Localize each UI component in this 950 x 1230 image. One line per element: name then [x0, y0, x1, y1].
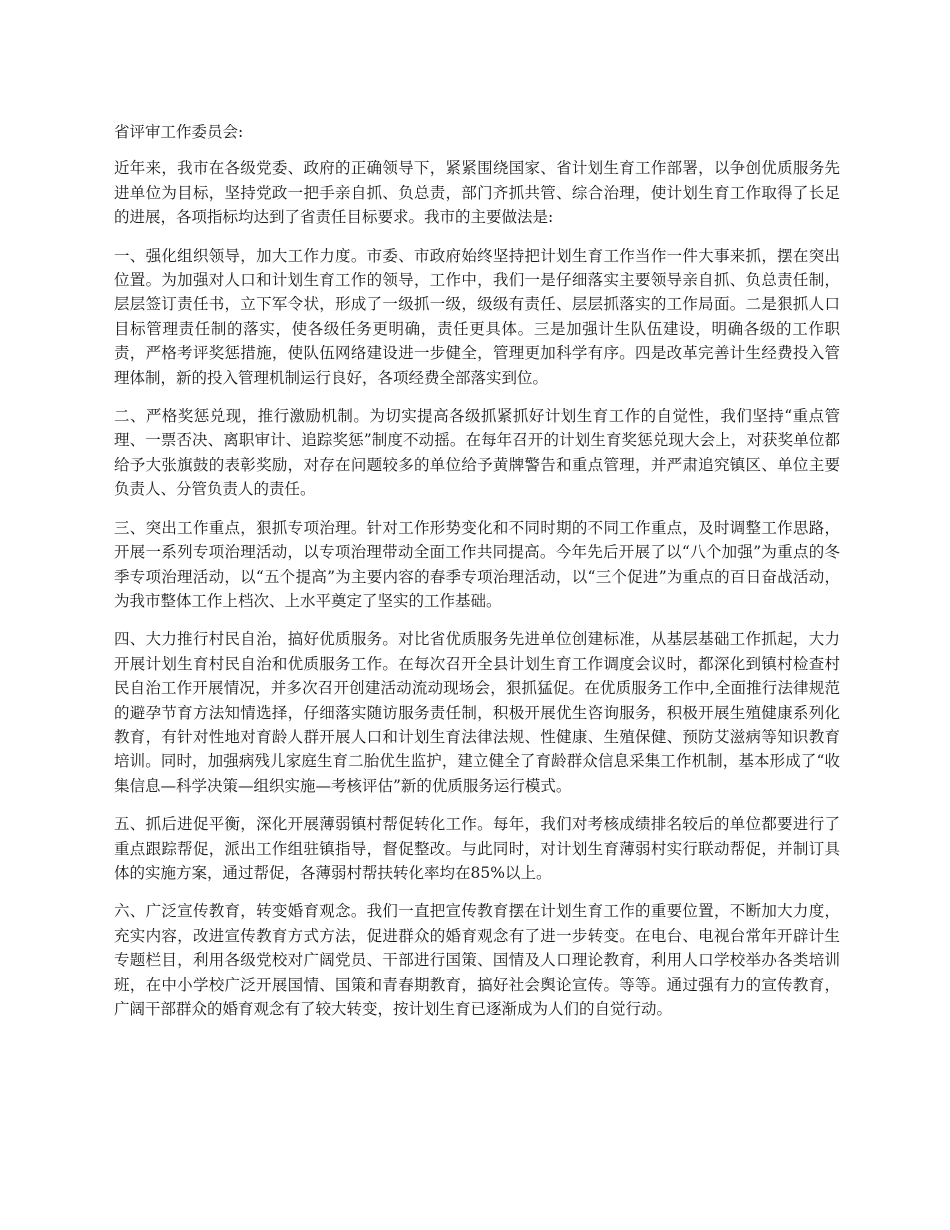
paragraph-2: 二、严格奖惩兑现，推行激励机制。为切实提高各级抓紧抓好计划生育工作的自觉性，我们坚持“重点管理、一票否决、离职审计、追踪奖惩”制度不动摇。在每年召开的计划生育奖惩兑现大会上，对获奖单位都给予大张旗鼓的表彰奖励，对存在问题较多的单位给予黄牌警告和重点管理，并严肃追究镇区、单位主要负责人、分管负责人的责任。 [114, 407, 840, 499]
paragraph-intro: 近年来，我市在各级党委、政府的正确领导下，紧紧围绕国家、省计划生育工作部署，以争创优质服务先进单位为目标，坚持党政一把手亲自抓、负总责，部门齐抓共管、综合治理，使计划生育工作取得了长足的进展，各项指标均达到了省责任目标要求。我市的主要做法是: [114, 159, 840, 227]
paragraph-1: 一、强化组织领导，加大工作力度。市委、市政府始终坚持把计划生育工作当作一件大事来抓，摆在突出位置。为加强对人口和计划生育工作的领导，工作中，我们一是仔细落实主要领导亲自抓、负总责任制，层层签订责任书，立下军令状，形成了一级抓一级，级级有责任、层层抓落实的工作局面。二是狠抓人口目标管理责任制的落实，使各级任务更明确，责任更具体。三是加强计生队伍建设，明确各级的工作职责，严格考评奖惩措施，使队伍网络建设进一步健全，管理更加科学有序。四是改革完善计生经费投入管理体制，新的投入管理机制运行良好，各项经费全部落实到位。 [114, 246, 840, 387]
paragraph-4: 四、大力推行村民自治，搞好优质服务。对比省优质服务先进单位创建标准，从基层基础工作抓起，大力开展计划生育村民自治和优质服务工作。在每次召开全县计划生育工作调度会议时，都深化到镇村检查村民自治工作开展情况，并多次召开创建活动流动现场会，狠抓猛促。在优质服务工作中,全面推行法律规范的避孕节育方法知情选择，仔细落实随访服务责任制，积极开展优生咨询服务，积极开展生殖健康系列化教育，有针对性地对育龄人群开展人口和计划生育法律法规、性健康、生殖保健、预防艾滋病等知识教育培训。同时，加强病残儿家庭生育二胎优生监护，建立健全了育龄群众信息采集工作机制，基本形成了“收集信息—科学决策—组织实施—考核评估”新的优质服务运行模式。 [114, 630, 840, 795]
salutation: 省评审工作委员会: [114, 123, 244, 141]
paragraph-3: 三、突出工作重点，狠抓专项治理。针对工作形势变化和不同时期的不同工作重点，及时调整工作思路，开展一系列专项治理活动，以专项治理带动全面工作共同提高。今年先后开展了以“八个加强”为重点的冬季专项治理活动，以“五个提高”为主要内容的春季专项治理活动，以“三个促进”为重点的百日奋战活动，为我市整体工作上档次、上水平奠定了坚实的工作基础。 [114, 518, 840, 610]
paragraph-5: 五、抓后进促平衡，深化开展薄弱镇村帮促转化工作。每年，我们对考核成绩排名较后的单位都要进行了重点跟踪帮促，派出工作组驻镇指导，督促整改。与此同时，对计划生育薄弱村实行联动帮促，并制订具体的实施方案，通过帮促，各薄弱村帮扶转化率均在85%以上。 [114, 815, 840, 882]
document-body [114, 120, 840, 1035]
paragraph-6: 六、广泛宣传教育，转变婚育观念。我们一直把宣传教育摆在计划生育工作的重要位置，不断加大力度，充实内容，改进宣传教育方式方法，促进群众的婚育观念有了进一步转变。在电台、电视台常年开辟计生专题栏目，利用各级党校对广阔党员、干部进行国策、国情及人口理论教育，利用人口学校举办各类培训班，在中小学校广泛开展国情、国策和青春期教育，搞好社会舆论宣传。等等。通过强有力的宣传教育，广阔干部群众的婚育观念有了较大转变，按计划生育已逐渐成为人们的自觉行动。 [114, 902, 840, 1018]
